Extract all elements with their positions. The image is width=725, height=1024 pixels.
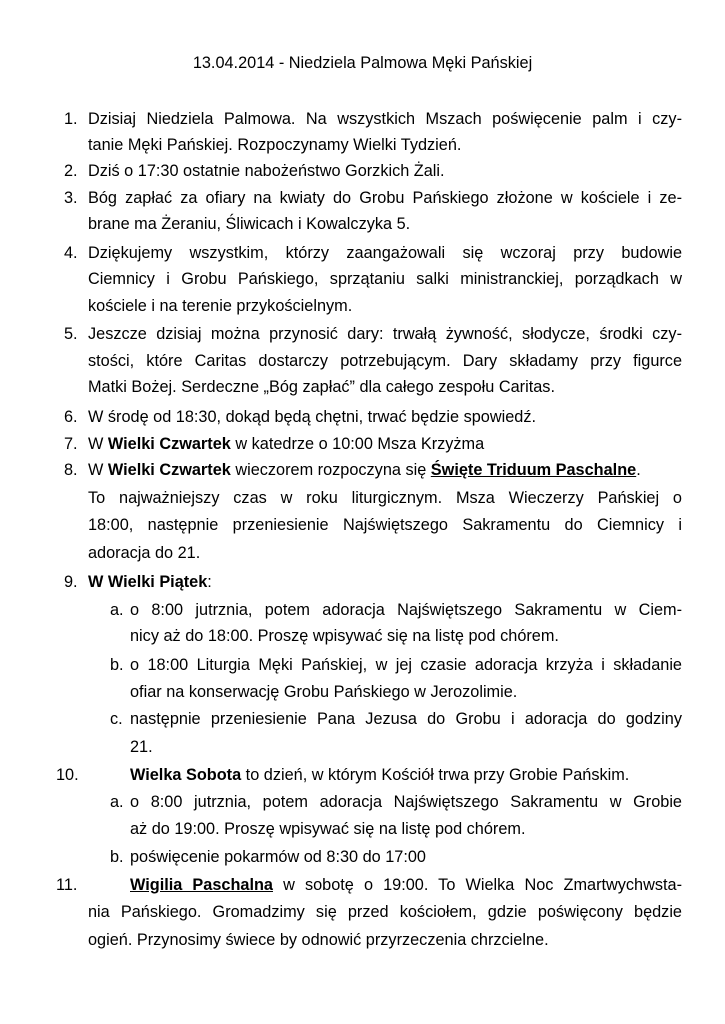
list-item-line: następnie przeniesienie Pana Jezusa do Grobu i adoracja do godziny xyxy=(130,710,682,728)
list-item-line: ogień. Przynosimy świece by odnowić przyrzeczenia chrzcielne. xyxy=(88,931,549,949)
list-number: 9. xyxy=(64,573,78,591)
list-number: 5. xyxy=(64,325,78,343)
list-number: 7. xyxy=(64,435,78,453)
sublist-letter: c. xyxy=(110,710,123,728)
list-number: 2. xyxy=(64,162,78,180)
list-item-line: o 18:00 Liturgia Męki Pańskiej, w jej czasie adoracja krzyża i składanie xyxy=(130,656,682,674)
list-item-line: W Wielki Czwartek wieczorem rozpoczyna się Święte Triduum Paschalne. xyxy=(88,461,641,479)
list-item-line: brane ma Żeraniu, Śliwicach i Kowalczyka 5. xyxy=(88,215,411,233)
list-item-line: nicy aż do 18:00. Proszę wpisywać się na listę pod chórem. xyxy=(130,627,559,645)
list-item-line: W Wielki Piątek: xyxy=(88,573,212,591)
list-item-line: poświęcenie pokarmów od 8:30 do 17:00 xyxy=(130,848,426,866)
list-item-line: aż do 19:00. Proszę wpisywać się na listę pod chórem. xyxy=(130,820,526,838)
list-item-line: W Wielki Czwartek w katedrze o 10:00 Msza Krzyżma xyxy=(88,435,485,453)
underlined-bold-text: Święte Triduum Paschalne xyxy=(430,461,637,479)
list-item-line: Jeszcze dzisiaj można przynosić dary: trwałą żywność, słodycze, środki czy- xyxy=(88,325,682,343)
list-item-line: o 8:00 jutrznia, potem adoracja Najświętszego Sakramentu w Ciem- xyxy=(130,601,682,619)
list-number: 8. xyxy=(64,461,78,479)
list-number: 6. xyxy=(64,408,78,426)
list-item-line: Dziś o 17:30 ostatnie nabożeństwo Gorzkich Żali. xyxy=(88,162,445,180)
list-item-line: Matki Bożej. Serdeczne „Bóg zapłać” dla całego zespołu Caritas. xyxy=(88,378,555,396)
list-number: 3. xyxy=(64,189,78,207)
list-item-line: Bóg zapłać za ofiary na kwiaty do Grobu Pańskiego złożone w kościele i ze- xyxy=(88,189,682,207)
list-item-line: Ciemnicy i Grobu Pańskiego, sprzątaniu salki ministranckiej, porządkach w xyxy=(88,270,682,288)
sublist-letter: a. xyxy=(110,793,124,811)
list-number: 4. xyxy=(64,244,78,262)
list-item-line: tanie Męki Pańskiej. Rozpoczynamy Wielki Tydzień. xyxy=(88,136,462,154)
list-number: 10. xyxy=(56,766,79,784)
underlined-bold-text: Wigilia Paschalna xyxy=(130,876,273,894)
list-number: 1. xyxy=(64,110,78,128)
list-item-line: kościele i na terenie przykościelnym. xyxy=(88,297,353,315)
list-item-line: Dziękujemy wszystkim, którzy zaangażowali się wczoraj przy budowie xyxy=(88,244,682,262)
list-item-line: Wigilia Paschalna w sobotę o 19:00. To Wielka Noc Zmartwychwsta- xyxy=(130,876,683,894)
bold-text: W Wielki Piątek xyxy=(88,573,208,591)
bold-text: Wielki Czwartek xyxy=(107,435,231,453)
list-item-line: stości, które Caritas dostarczy potrzebującym. Dary składamy przy figurce xyxy=(88,352,682,370)
page-title: 13.04.2014 - Niedziela Palmowa Męki Pańskiej xyxy=(192,54,533,72)
list-number: 11. xyxy=(56,876,78,894)
list-item-line: Dzisiaj Niedziela Palmowa. Na wszystkich Mszach poświęcenie palm i czy- xyxy=(88,110,682,128)
sublist-letter: b. xyxy=(110,656,124,674)
list-item-line: nia Pańskiego. Gromadzimy się przed kościołem, gdzie poświęcony będzie xyxy=(88,903,682,921)
list-item-line: Wielka Sobota to dzień, w którym Kościół trwa przy Grobie Pańskim. xyxy=(130,766,630,784)
list-item-line: o 8:00 jutrznia, potem adoracja Najświętszego Sakramentu w Grobie xyxy=(130,793,682,811)
list-item-line: 21. xyxy=(130,738,153,756)
list-item-line: W środę od 18:30, dokąd będą chętni, trwać będzie spowiedź. xyxy=(88,408,537,426)
list-item-line: ofiar na konserwację Grobu Pańskiego w Jerozolimie. xyxy=(130,683,518,701)
list-item-line: 18:00, następnie przeniesienie Najświętszego Sakramentu do Ciemnicy i xyxy=(88,516,682,534)
bold-text: Wielka Sobota xyxy=(130,766,242,784)
bold-text: Wielki Czwartek xyxy=(107,461,231,479)
list-item-line: To najważniejszy czas w roku liturgicznym. Msza Wieczerzy Pańskiej o xyxy=(88,489,682,507)
sublist-letter: b. xyxy=(110,848,124,866)
sublist-letter: a. xyxy=(110,601,124,619)
list-item-line: adoracja do 21. xyxy=(88,544,201,562)
